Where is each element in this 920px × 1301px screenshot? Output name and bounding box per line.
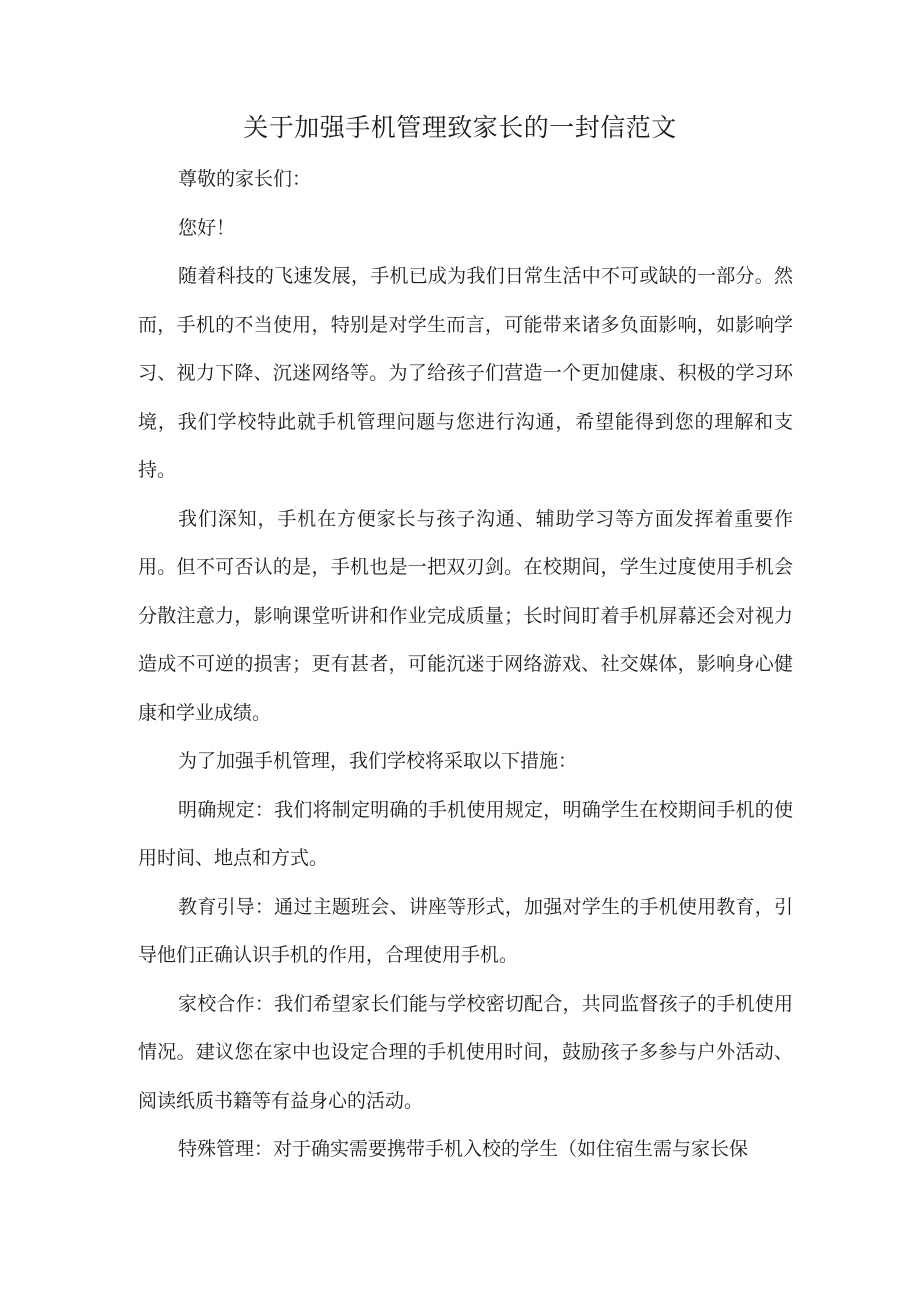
greeting: 您好！ [178, 216, 236, 239]
document-title: 关于加强手机管理致家长的一封信范文 [243, 113, 677, 142]
measure-special: 特殊管理：对于确实需要携带手机入校的学生（如住宿生需与家长保 [178, 1138, 749, 1160]
salutation: 尊敬的家长们： [178, 168, 312, 190]
paragraph-intro: 随着科技的飞速发展，手机已成为我们日常生活中不可或缺的一部分。然而，手机的不当使用，特别是对学生而言，可能带来诸多负面影响，如影响学习、视力下降、沉迷网络等。为了给孩子们营造一个更加健康、积极的学习环境，我们学校特此就手机管理问题与您进行沟通，希望能得到您的理解和支持。 [138, 265, 793, 481]
measure-clear-rules: 明确规定：我们将制定明确的手机使用规定，明确学生在校期间手机的使用时间、地点和方式。 [138, 798, 793, 869]
letter-body [138, 155, 793, 1174]
paragraph-measures-intro: 为了加强手机管理，我们学校将采取以下措施： [178, 750, 578, 772]
measure-home-school: 家校合作：我们希望家长们能与学校密切配合，共同监督孩子的手机使用情况。建议您在家中也设定合理的手机使用时间，鼓励孩子多参与户外活动、阅读纸质书籍等有益身心的活动。 [138, 992, 793, 1112]
measure-education: 教育引导：通过主题班会、讲座等形式，加强对学生的手机使用教育，引导他们正确认识手机的作用，合理使用手机。 [138, 895, 793, 966]
paragraph-awareness: 我们深知，手机在方便家长与孩子沟通、辅助学习等方面发挥着重要作用。但不可否认的是，手机也是一把双刃剑。在校期间，学生过度使用手机会分散注意力，影响课堂听讲和作业完成质量；长时间盯着手机屏幕还会对视力造成不可逆的损害；更有甚者，可能沉迷于网络游戏、社交媒体，影响身心健康和学业成绩。 [138, 507, 793, 724]
